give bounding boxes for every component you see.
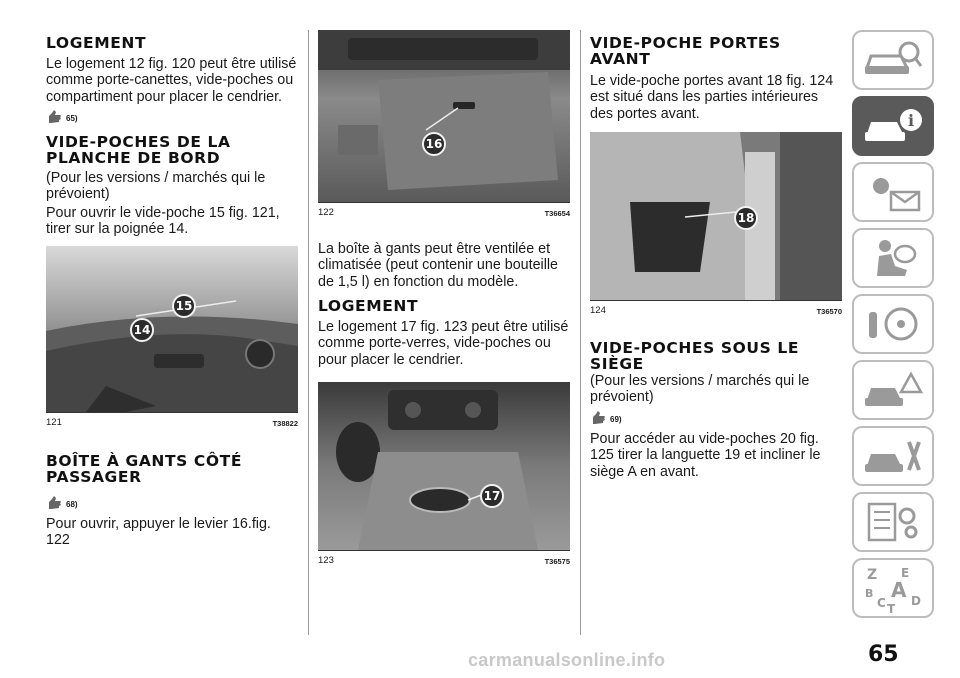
vps-text-1: (Pour les versions / marchés qui le prévoient) — [590, 373, 810, 406]
vide-poche-portes-text: Le vide-poche portes avant 18 fig. 124 est situé dans les parties intérieures des portes avant. — [590, 73, 834, 122]
figure-number: 124 — [590, 305, 606, 316]
warning-hand-icon — [46, 494, 64, 510]
cupholder-photo — [318, 382, 570, 550]
index-letter: E — [901, 566, 910, 580]
index-letter: T — [887, 602, 896, 613]
warning-hand-icon — [590, 409, 608, 425]
figure-number: 121 — [46, 417, 62, 428]
figure-number: 122 — [318, 207, 334, 218]
tab-emergency[interactable] — [852, 360, 934, 420]
index-letter: D — [911, 594, 921, 608]
alphabet-index-icon — [861, 563, 925, 613]
callout-17: 17 — [480, 484, 504, 508]
page-number: 65 — [868, 642, 899, 667]
tab-technical-data[interactable] — [852, 492, 934, 552]
index-letter: B — [865, 587, 874, 600]
vpb-text-2: Pour ouvrir le vide-poche 15 fig. 121, tirer sur la poignée 14. — [46, 205, 280, 238]
glovebox-text: La boîte à gants peut être ventilée et climatisée (peut contenir une bouteille de 1,5 l) en fonction du modèle. — [318, 241, 559, 290]
figure-caption — [318, 550, 570, 566]
figure-124 — [590, 132, 842, 316]
section-title-vide-poches-siege: VIDE-POCHES SOUS LE SIÈGE — [590, 339, 800, 373]
tab-car-info[interactable] — [852, 96, 934, 156]
warning-hand-icon — [46, 108, 64, 124]
section-title-boite-gants: BOÎTE À GANTS CÔTÉ PASSAGER — [46, 452, 243, 486]
tab-maintenance[interactable] — [852, 426, 934, 486]
vpb-text-1: (Pour les versions / marchés qui le prévoient) — [46, 170, 266, 203]
car-warning-road-icon — [861, 368, 925, 412]
tab-car-search[interactable] — [852, 30, 934, 90]
figure-ref: T36575 — [544, 557, 570, 566]
callout-16: 16 — [422, 132, 446, 156]
figure-121 — [46, 246, 298, 428]
figure-caption — [46, 412, 298, 428]
figure-ref: T36570 — [816, 307, 842, 316]
key-steering-wheel-icon — [861, 302, 925, 346]
figure-caption — [318, 202, 570, 218]
figure-ref: T38822 — [272, 419, 298, 428]
section-title-vide-poche-portes: VIDE-POCHE PORTES AVANT — [590, 34, 781, 68]
callout-18: 18 — [734, 206, 758, 230]
airbag-seatbelt-icon — [861, 236, 925, 280]
car-search-icon — [861, 38, 925, 82]
section-title-logement: LOGEMENT — [46, 34, 147, 52]
index-letter: A — [891, 578, 907, 602]
tab-warning-lights[interactable] — [852, 162, 934, 222]
tab-safety[interactable] — [852, 228, 934, 288]
index-letter: C — [877, 596, 886, 610]
tab-starting-driving[interactable] — [852, 294, 934, 354]
glovebox-photo — [318, 30, 570, 202]
boite-gants-text: Pour ouvrir, appuyer le levier 16.fig. 122 — [46, 516, 271, 549]
figure-123 — [318, 382, 570, 566]
index-letter: Z — [867, 567, 878, 583]
column-divider — [308, 30, 309, 635]
warning-light-message-icon — [861, 170, 925, 214]
callout-14: 14 — [130, 318, 154, 342]
tab-index[interactable] — [852, 558, 934, 618]
car-info-icon — [861, 104, 925, 148]
checklist-gears-icon — [861, 500, 925, 544]
warning-ref: 65) — [46, 104, 78, 124]
figure-number: 123 — [318, 555, 334, 566]
watermark: carmanualsonline.info — [468, 650, 666, 670]
door-pocket-photo — [590, 132, 842, 300]
chapter-tabs — [852, 30, 934, 624]
svg-text:i: i — [907, 111, 915, 130]
column-divider — [580, 30, 581, 635]
dashboard-photo — [46, 246, 298, 412]
figure-122 — [318, 30, 570, 218]
logement-text: Le logement 12 fig. 120 peut être utilisé comme porte-canettes, vide-poches ou compartiment pour placer le cendrier. — [46, 56, 297, 105]
figure-caption — [590, 300, 842, 316]
section-title-vide-poches-planche: VIDE-POCHES DE LA PLANCHE DE BORD — [46, 133, 231, 167]
vps-text-2: Pour accéder au vide-poches 20 fig. 125 tirer la languette 19 et incliner le siège A en avant. — [590, 431, 821, 480]
car-tools-icon — [861, 434, 925, 478]
figure-ref: T36654 — [544, 209, 570, 218]
warning-ref: 69) — [590, 405, 622, 425]
callout-15: 15 — [172, 294, 196, 318]
warning-ref: 68) — [46, 490, 78, 510]
logement-2-text: Le logement 17 fig. 123 peut être utilisé comme porte-verres, vide-poches ou pour placer le cendrier. — [318, 319, 569, 368]
section-title-logement-2: LOGEMENT — [318, 297, 419, 315]
